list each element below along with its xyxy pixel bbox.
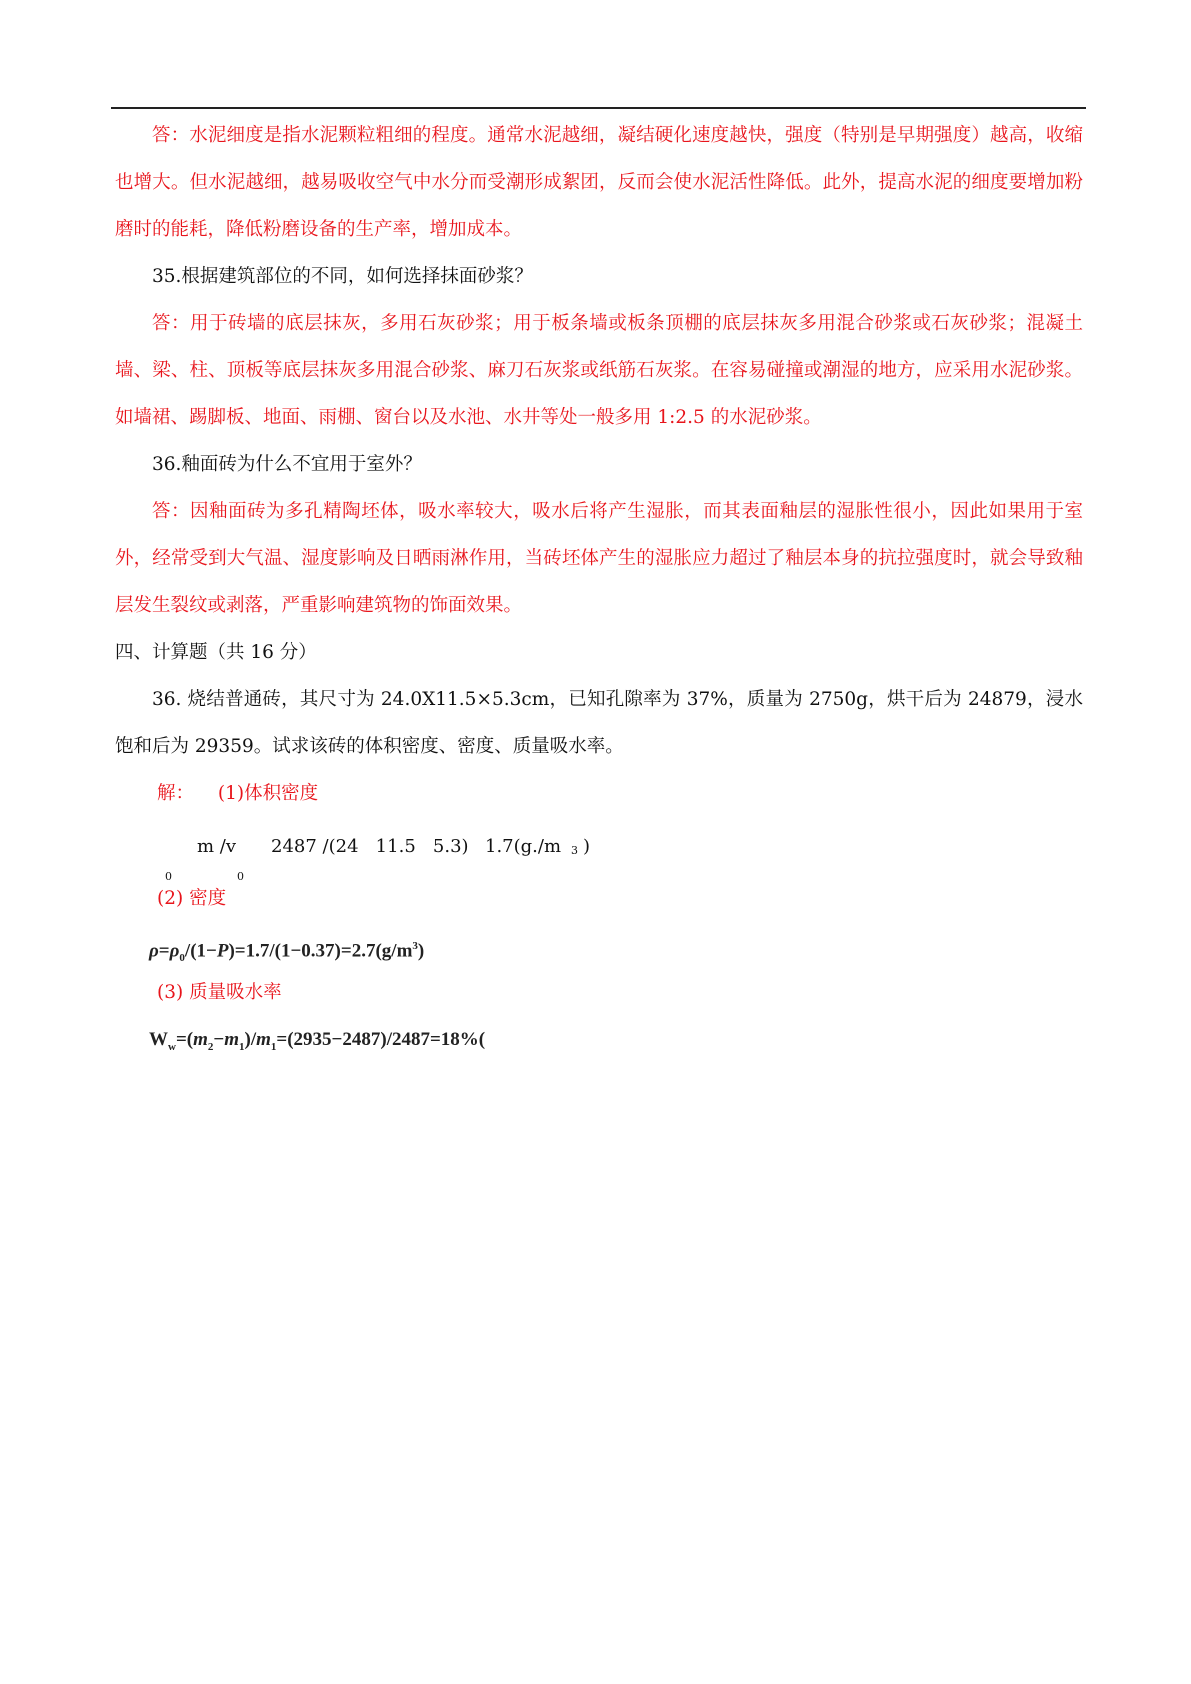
formula-density [115,921,1083,971]
formula1-expr-a-sub: 0 [237,870,244,883]
step2-label: (2) 密度 [157,888,227,909]
formula2-eq: = [158,940,170,962]
formula2-rest-b: )=1.7/(1−0.37)=2.7(g/m [228,940,413,962]
calc-question: 36. 烧结普通砖，其尺寸为 24.0X11.5×5.3cm，已知孔隙率为 37%，质量为 2750g，烘干后为 24879，浸水饱和后为 29359。试求该砖的体积密度、密度、质量吸水率。 [115,689,1083,757]
formula2-rho0-sub: 0 [179,952,185,965]
formula2-close: ) [417,940,425,962]
answer-35: 答：用于砖墙的底层抹灰，多用石灰砂浆；用于板条墙或板条顶棚的底层抹灰多用混合砂浆或石灰砂浆；混凝土墙、梁、柱、顶板等底层抹灰多用混合砂浆、麻刀石灰浆或纸筋石灰浆。在容易碰撞或潮湿的地方，应采用水泥砂浆。如墙裙、踢脚板、地面、雨棚、窗台以及水池、水井等处一般多用 1:2.5 的水泥砂浆。 [115,313,1083,428]
answer-34: 答：水泥细度是指水泥颗粒粗细的程度。通常水泥越细，凝结硬化速度越快，强度（特别是早期强度）越高，收缩也增大。但水泥越细，越易吸收空气中水分而受潮形成絮团，反而会使水泥活性降低。此外，提高水泥的细度要增加粉磨时的能耗，降低粉磨设备的生产率，增加成本。 [115,125,1083,240]
formula-water-absorption [115,1015,1083,1065]
formula3-w: W [149,1029,168,1050]
formula3-mid: )/ [244,1029,257,1050]
formula3-m1: m [224,1029,239,1050]
formula3-m1b: m [256,1029,271,1050]
formula3-m1-sub: 1 [239,1040,245,1053]
solution-step1-line [115,770,1083,817]
formula1-close: ) [583,836,591,857]
formula2-rho: ρ [149,940,159,962]
formula1-expr-a: m /v [197,836,237,857]
formula3-eq: =( [175,1029,194,1050]
formula3-m2: m [193,1029,208,1050]
answer-36: 答：因釉面砖为多孔精陶坯体，吸水率较大，吸水后将产生湿胀，而其表面釉层的湿胀性很小，因此如果用于室外，经常受到大气温、湿度影响及日晒雨淋作用，当砖坯体产生的湿胀应力超过了釉层本身的抗拉强度时，就会导致釉层发生裂纹或剥落，严重影响建筑物的饰面效果。 [115,501,1083,616]
document-body [115,112,1083,1065]
formula2-sup: 3 [412,940,418,952]
formula2-p: P [216,940,229,962]
section-heading: 四、计算题（共 16 分） [115,642,317,663]
formula1-lhs-sub: 0 [165,870,172,883]
solution-label: 解： [157,783,195,804]
question-36: 36.釉面砖为什么不宜用于室外？ [152,454,422,475]
formula1-expr-b: 2487 /(24 11.5 5.3) [271,836,469,857]
header-rule [111,107,1086,109]
formula2-rho0: ρ [169,940,180,962]
question-35: 35.根据建筑部位的不同，如何选择抹面砂浆？ [152,266,533,287]
formula3-m1b-sub: 1 [270,1040,277,1053]
formula2-rest-a: /(1− [184,940,217,962]
formula3-tail: =(2935−2487)/2487=18%( [276,1029,486,1050]
formula1-result: 1.7(g./m [485,836,562,857]
step1-label: (1)体积密度 [217,783,319,804]
step3-label: (3) 质量吸水率 [157,982,282,1003]
formula3-w-sub: w [168,1040,176,1053]
formula-bulk-density [165,817,1083,883]
formula3-minus: − [213,1029,225,1050]
formula3-m2-sub: 2 [207,1040,214,1053]
formula1-result-sup: 3 [571,844,578,857]
